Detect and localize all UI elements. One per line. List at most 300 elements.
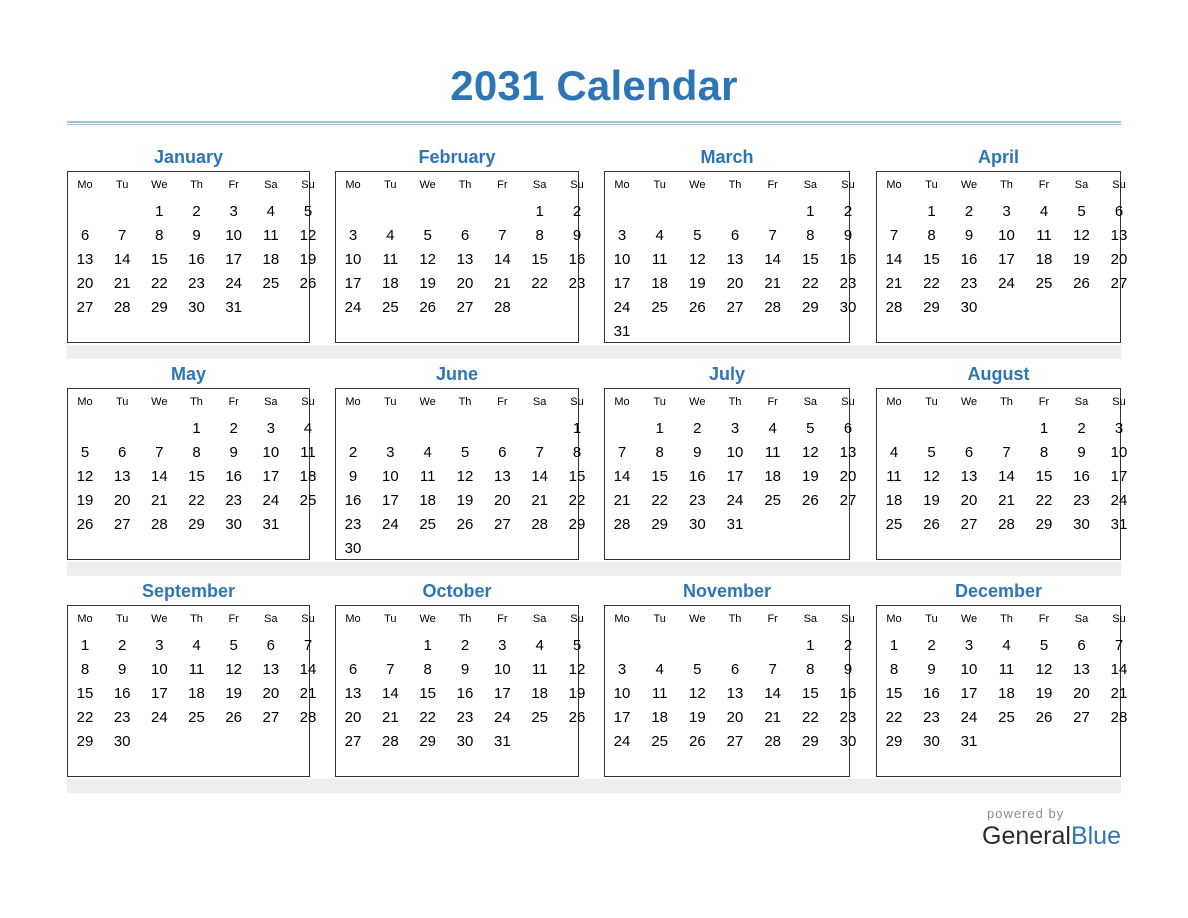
month-may [67,388,317,560]
date-cell: 13 [493,468,511,485]
date-cell: 9 [964,227,974,244]
date-cell: 25 [998,709,1015,726]
weekday-label: We [419,613,436,625]
date-cell: 16 [923,685,940,702]
date-cell: 5 [80,444,90,461]
date-cell: 14 [885,251,903,268]
weekday-label: We [151,613,168,625]
date-cell: 20 [344,709,362,726]
date-cell: 21 [299,685,317,702]
date-cell: 2 [843,203,853,220]
date-cell: 6 [498,444,507,461]
date-cell: 15 [188,468,205,485]
date-cell: 11 [651,251,668,268]
date-cell: 17 [998,251,1015,268]
date-cell: 2 [348,444,358,461]
weekday-label: Th [728,613,742,625]
date-cell: 5 [460,444,470,461]
weekday-label: Fr [767,179,778,191]
generalblue-logo[interactable] [982,822,1121,851]
weekday-label: Mo [77,613,93,625]
weekday-label: Th [458,179,472,191]
date-cell: 8 [192,444,201,461]
date-cell: 26 [923,516,940,533]
date-cell: 7 [386,661,395,678]
weekday-label: Sa [532,396,547,408]
date-cell: 23 [188,275,205,292]
date-cell: 19 [568,685,586,702]
date-cell: 13 [960,468,978,485]
date-cell: 9 [348,468,358,485]
date-cell: 16 [839,685,857,702]
date-cell: 17 [225,251,242,268]
date-cell: 10 [262,444,280,461]
month-name: December [954,581,1043,601]
date-cell: 21 [885,275,903,292]
date-cell: 22 [801,275,819,292]
date-cell: 12 [923,468,940,485]
month-name: June [435,364,478,384]
date-cell: 22 [1035,492,1053,509]
date-cell: 18 [885,492,903,509]
date-cell: 4 [423,444,432,461]
date-cell: 29 [801,733,819,750]
date-cell: 27 [456,299,474,316]
date-cell: 29 [885,733,903,750]
weekday-label: Sa [803,613,818,625]
date-cell: 1 [423,637,432,654]
weekday-label: Sa [264,613,278,625]
date-cell: 18 [651,709,668,726]
weekday-label: Mo [345,179,361,191]
month-november [604,605,857,777]
date-cell: 23 [688,492,706,509]
date-cell: 21 [531,492,548,509]
date-cell: 3 [730,420,740,437]
date-cell: 28 [150,516,168,533]
weekday-label: Fr [228,396,239,408]
weekday-label: Sa [532,613,547,625]
date-cell: 14 [299,661,317,678]
date-cell: 23 [344,516,362,533]
date-cell: 27 [493,516,511,533]
date-cell: 7 [889,227,899,244]
date-cell: 26 [456,516,474,533]
date-cell: 4 [303,420,313,437]
date-cell: 7 [768,661,777,678]
date-cell: 3 [498,637,507,654]
date-cell: 2 [1077,420,1086,437]
date-cell: 22 [923,275,940,292]
weekday-label: Fr [1038,179,1050,191]
date-cell: 20 [456,275,474,292]
date-cell: 9 [572,227,582,244]
date-cell: 15 [885,685,903,702]
date-cell: 19 [419,275,436,292]
date-cell: 6 [1114,203,1124,220]
date-cell: 19 [923,492,940,509]
date-cell: 9 [843,661,853,678]
date-cell: 22 [188,492,205,509]
date-cell: 14 [493,251,511,268]
date-cell: 29 [1035,516,1053,533]
date-cell: 28 [299,709,317,726]
date-cell: 26 [1073,275,1090,292]
row-separator-band [67,345,1121,359]
date-cell: 1 [927,203,936,220]
month-name: May [170,364,206,384]
date-cell: 5 [806,420,815,437]
weekday-label: We [960,613,978,625]
date-cell: 21 [381,709,399,726]
date-cell: 17 [262,468,280,485]
date-cell: 8 [806,227,815,244]
date-cell: 26 [419,299,436,316]
date-cell: 15 [801,685,819,702]
date-cell: 9 [117,661,127,678]
date-cell: 3 [964,637,974,654]
date-cell: 26 [1035,709,1053,726]
date-cell: 31 [960,733,978,750]
date-cell: 18 [998,685,1015,702]
month-june [335,388,586,560]
date-cell: 5 [693,661,702,678]
date-cell: 1 [535,203,544,220]
date-cell: 30 [188,299,205,316]
date-cell: 25 [419,516,436,533]
weekday-label: Su [1112,396,1126,408]
date-cell: 13 [726,251,744,268]
date-cell: 9 [927,661,936,678]
date-cell: 29 [150,299,168,316]
date-cell: 7 [1114,637,1124,654]
weekday-label: Mo [77,179,93,191]
weekday-label: Fr [497,613,508,625]
weekday-label: Fr [1038,613,1050,625]
date-cell: 30 [839,733,857,750]
date-cell: 21 [1110,685,1128,702]
date-cell: 24 [150,709,168,726]
month-january [67,171,317,343]
date-cell: 1 [192,420,201,437]
month-july [604,388,857,560]
title-divider-thin [67,124,1121,125]
date-cell: 15 [801,251,819,268]
date-cell: 7 [617,444,627,461]
date-cell: 24 [960,709,978,726]
date-cell: 14 [764,251,781,268]
date-cell: 13 [113,468,131,485]
weekday-label: Mo [345,396,361,408]
date-cell: 18 [381,275,399,292]
date-cell: 20 [493,492,511,509]
date-cell: 16 [960,251,978,268]
date-cell: 24 [381,516,399,533]
date-cell: 20 [726,275,744,292]
date-cell: 23 [456,709,474,726]
date-cell: 11 [651,685,668,702]
date-cell: 8 [572,444,582,461]
date-cell: 18 [1035,251,1053,268]
date-cell: 18 [188,685,205,702]
month-name: September [141,581,236,601]
date-cell: 11 [382,251,399,268]
date-cell: 19 [688,275,706,292]
date-cell: 24 [262,492,280,509]
month-december [876,605,1128,777]
date-cell: 8 [655,444,664,461]
date-cell: 17 [344,275,362,292]
date-cell: 6 [348,661,358,678]
date-cell: 18 [419,492,436,509]
weekday-label: Sa [803,179,818,191]
date-cell: 12 [688,251,706,268]
date-cell: 23 [1073,492,1090,509]
weekday-label: Sa [264,396,278,408]
date-cell: 2 [964,203,974,220]
date-cell: 6 [964,444,974,461]
date-cell: 24 [726,492,744,509]
row-separator-band [67,779,1121,793]
date-cell: 28 [885,299,903,316]
date-cell: 3 [617,227,627,244]
weekday-label: Sa [1074,613,1089,625]
date-cell: 16 [688,468,706,485]
date-cell: 22 [568,492,586,509]
weekday-label: Su [301,179,315,191]
weekday-label: Fr [1038,396,1050,408]
date-cell: 19 [1073,251,1090,268]
date-cell: 7 [117,227,127,244]
month-october [335,605,586,777]
date-cell: 6 [460,227,470,244]
date-cell: 29 [801,299,819,316]
weekday-label: We [689,613,706,625]
weekday-label: Th [1000,613,1013,625]
date-cell: 11 [419,468,436,485]
date-cell: 28 [1110,709,1128,726]
weekday-label: Su [301,396,315,408]
date-cell: 25 [262,275,280,292]
weekday-label: Su [570,613,584,625]
date-cell: 21 [493,275,511,292]
date-cell: 10 [1110,444,1128,461]
date-cell: 29 [76,733,94,750]
date-cell: 11 [998,661,1015,678]
weekday-label: Su [841,179,855,191]
weekday-label: Sa [1074,179,1089,191]
weekday-label: Th [458,613,472,625]
weekday-label: We [689,179,706,191]
date-cell: 30 [225,516,242,533]
date-cell: 24 [998,275,1015,292]
date-cell: 3 [155,637,164,654]
date-cell: 18 [651,275,668,292]
date-cell: 13 [1110,227,1128,244]
date-cell: 12 [1035,661,1053,678]
date-cell: 5 [1077,203,1086,220]
date-cell: 11 [886,468,902,485]
date-cell: 25 [651,299,668,316]
weekday-label: Th [728,179,742,191]
date-cell: 6 [730,227,740,244]
date-cell: 14 [998,468,1015,485]
date-cell: 7 [155,444,164,461]
date-cell: 27 [1110,275,1128,292]
date-cell: 12 [568,661,586,678]
date-cell: 22 [419,709,436,726]
date-cell: 12 [299,227,317,244]
date-cell: 13 [456,251,474,268]
date-cell: 23 [839,709,857,726]
date-cell: 17 [381,492,399,509]
weekday-label: Fr [228,613,239,625]
date-cell: 25 [651,733,668,750]
date-cell: 2 [117,637,127,654]
date-cell: 20 [726,709,744,726]
date-cell: 26 [688,733,706,750]
date-cell: 5 [693,227,702,244]
weekday-label: Mo [614,179,630,191]
weekday-label: Th [1000,179,1013,191]
date-cell: 5 [1039,637,1049,654]
date-cell: 28 [381,733,399,750]
month-name: February [418,147,496,167]
date-cell: 8 [423,661,432,678]
weekday-label: Tu [115,179,129,191]
date-cell: 30 [923,733,940,750]
date-cell: 2 [843,637,853,654]
date-cell: 27 [344,733,362,750]
date-cell: 31 [262,516,280,533]
date-cell: 29 [419,733,436,750]
month-name: July [708,364,746,384]
date-cell: 5 [303,203,313,220]
date-cell: 14 [381,685,399,702]
weekday-label: Tu [653,179,666,191]
brand-general-text: General [982,822,1071,850]
month-april [876,171,1128,343]
date-cell: 16 [568,251,586,268]
date-cell: 13 [262,661,280,678]
date-cell: 14 [1110,661,1128,678]
date-cell: 14 [613,468,631,485]
date-cell: 23 [568,275,586,292]
date-cell: 2 [192,203,201,220]
month-september [67,605,317,777]
date-cell: 3 [348,227,358,244]
date-cell: 10 [493,661,511,678]
date-cell: 10 [344,251,362,268]
weekday-label: Th [190,179,203,191]
weekday-label: Tu [653,613,666,625]
date-cell: 19 [456,492,474,509]
date-cell: 17 [1110,468,1128,485]
weekday-label: Sa [532,179,547,191]
date-cell: 8 [155,227,164,244]
date-cell: 27 [960,516,978,533]
date-cell: 10 [726,444,744,461]
date-cell: 1 [806,203,815,220]
date-cell: 2 [927,637,936,654]
date-cell: 7 [768,227,777,244]
date-cell: 20 [960,492,978,509]
weekday-label: Fr [497,396,508,408]
date-cell: 22 [531,275,548,292]
date-cell: 4 [386,227,395,244]
date-cell: 1 [80,637,90,654]
date-cell: 3 [386,444,395,461]
date-cell: 8 [80,661,90,678]
date-cell: 3 [266,420,275,437]
month-february [335,171,586,343]
date-cell: 21 [113,275,131,292]
month-name: October [422,581,492,601]
date-cell: 7 [1002,444,1011,461]
date-cell: 22 [76,709,94,726]
month-name: March [700,147,754,167]
weekday-label: Tu [384,396,397,408]
date-cell: 26 [225,709,242,726]
date-cell: 10 [613,251,631,268]
weekday-label: Su [1112,179,1126,191]
date-cell: 13 [344,685,362,702]
date-cell: 8 [806,661,815,678]
date-cell: 10 [381,468,399,485]
date-cell: 15 [150,251,168,268]
weekday-label: Mo [345,613,361,625]
weekday-label: Fr [767,396,778,408]
date-cell: 7 [498,227,507,244]
date-cell: 12 [225,661,242,678]
date-cell: 6 [266,637,275,654]
date-cell: 4 [535,637,544,654]
weekday-label: Sa [803,396,818,408]
weekday-label: Su [301,613,315,625]
weekday-label: Th [728,396,742,408]
weekday-label: Tu [925,179,938,191]
date-cell: 4 [768,420,777,437]
date-cell: 8 [889,661,899,678]
date-cell: 30 [113,733,131,750]
date-cell: 25 [299,492,317,509]
date-cell: 15 [568,468,586,485]
date-cell: 3 [617,661,627,678]
date-cell: 1 [572,420,582,437]
date-cell: 19 [76,492,94,509]
date-cell: 29 [923,299,940,316]
date-cell: 11 [188,661,205,678]
date-cell: 22 [651,492,668,509]
weekday-label: Th [190,613,203,625]
month-august [876,388,1128,560]
date-cell: 4 [1039,203,1049,220]
date-cell: 12 [456,468,474,485]
title-divider [67,121,1121,123]
date-cell: 15 [76,685,94,702]
date-cell: 15 [651,468,668,485]
date-cell: 5 [423,227,432,244]
date-cell: 30 [456,733,474,750]
date-cell: 26 [299,275,317,292]
date-cell: 14 [150,468,168,485]
date-cell: 23 [923,709,940,726]
date-cell: 28 [493,299,511,316]
date-cell: 4 [655,661,664,678]
weekday-label: Fr [228,179,239,191]
weekday-label: Tu [653,396,666,408]
date-cell: 25 [764,492,781,509]
